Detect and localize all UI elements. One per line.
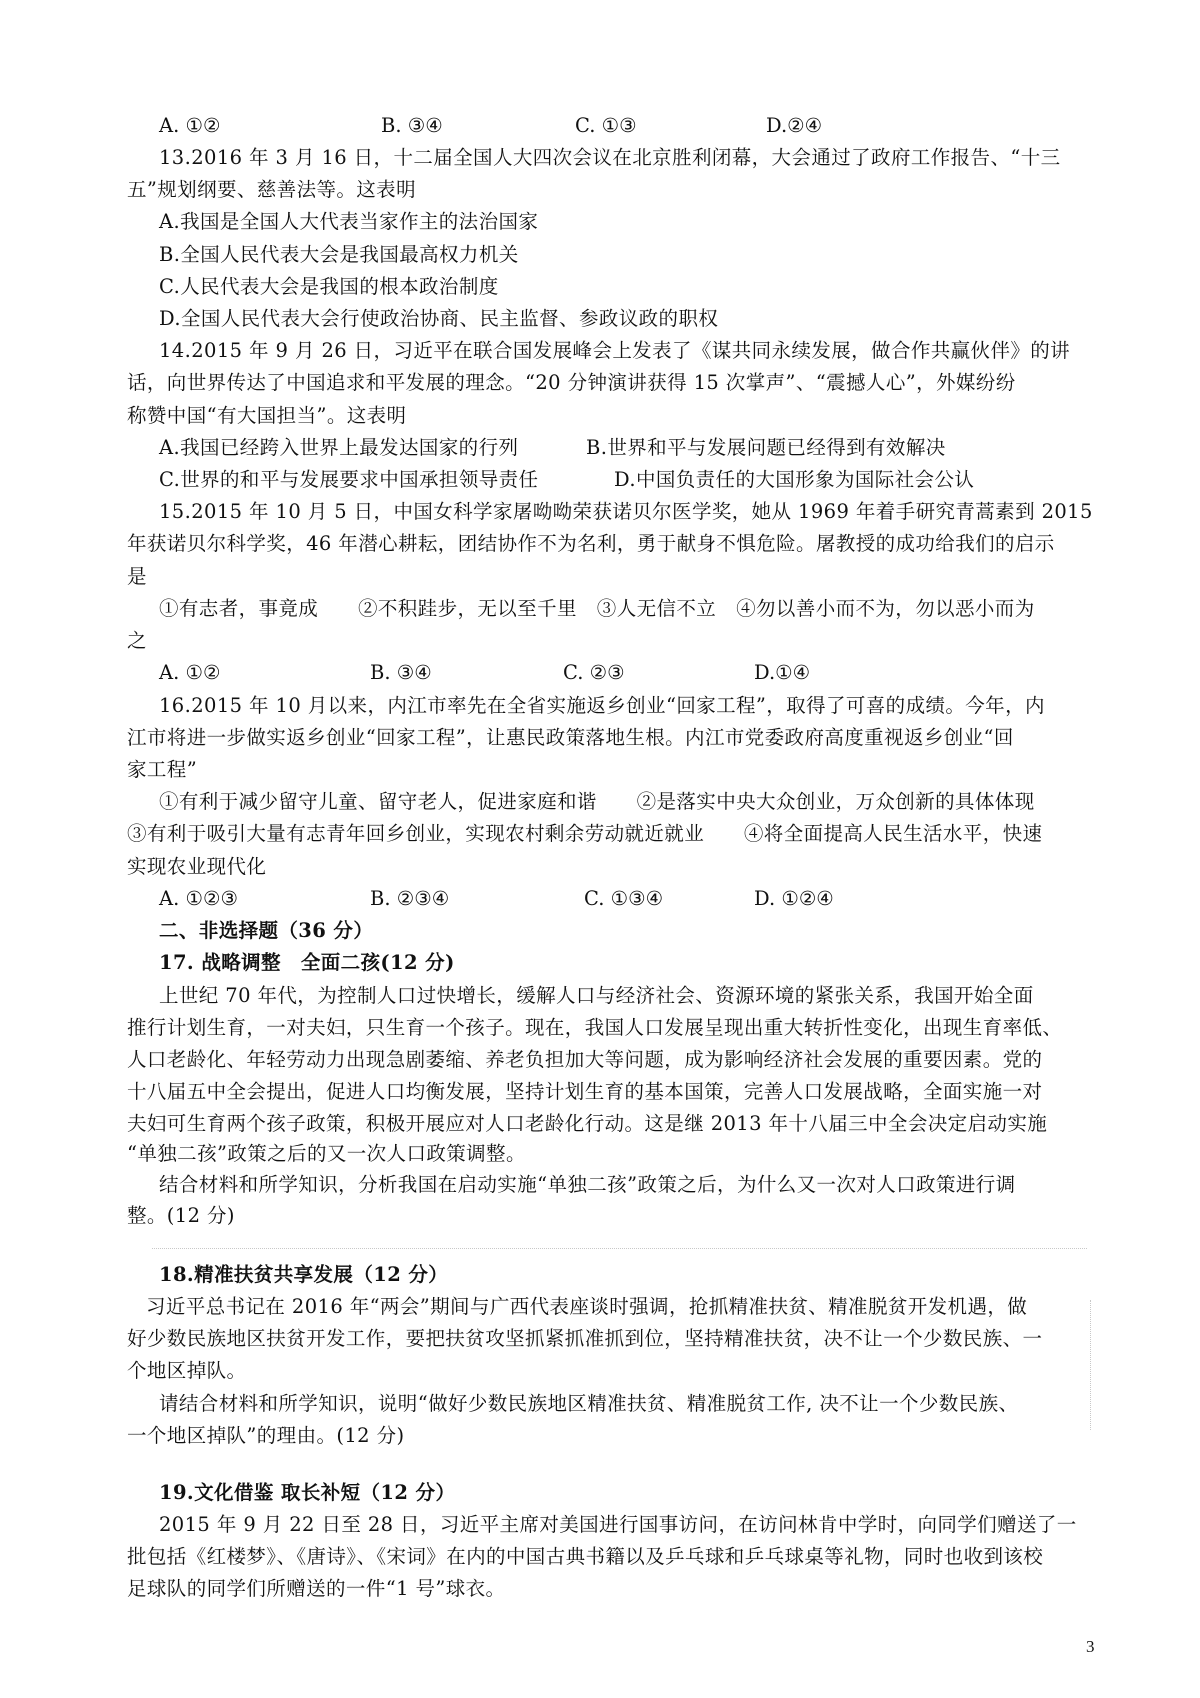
q13-option-b: B.全国人民代表大会是我国最高权力机关 xyxy=(159,243,519,266)
answer-space-divider xyxy=(1090,1300,1091,1430)
q16-stem-line: 江市将进一步做实返乡创业“回家工程”，让惠民政策落地生根。内江市党委政府高度重视返乡创业“回 xyxy=(127,726,1014,749)
page-number: 3 xyxy=(1086,1637,1095,1656)
q15-option-a: A. ①② xyxy=(159,661,221,684)
q15-stem-line: 15.2015 年 10 月 5 日，中国女科学家屠呦呦荣获诺贝尔医学奖，她从 1969 年着手研究青蒿素到 2015 xyxy=(159,500,1093,523)
q15-stem-line: 年获诺贝尔科学奖，46 年潜心耕耘，团结协作不为名利，勇于献身不惧危险。屠教授的成功给我们的启示 xyxy=(127,532,1055,555)
q17-material-line: 推行计划生育，一对夫妇，只生育一个孩子。现在，我国人口发展呈现出重大转折性变化，出现生育率低、 xyxy=(127,1016,1063,1039)
q18-question-line: 请结合材料和所学知识，说明“做好少数民族地区精准扶贫、精准脱贫工作, 决不让一个少数民族、 xyxy=(159,1392,1019,1415)
q16-option-a: A. ①②③ xyxy=(159,887,238,910)
q14-option-b: B.世界和平与发展问题已经得到有效解决 xyxy=(586,436,946,459)
q17-title: 17. 战略调整 全面二孩(12 分) xyxy=(159,951,455,974)
q16-option-b: B. ②③④ xyxy=(370,887,450,910)
q17-question-line: 结合材料和所学知识，分析我国在启动实施“单独二孩”政策之后，为什么又一次对人口政策进行调 xyxy=(159,1173,1016,1196)
q16-statements: ①有利于减少留守儿童、留守老人，促进家庭和谐 ②是落实中央大众创业，万众创新的具体体现 xyxy=(159,790,1035,813)
q17-material-line: 上世纪 70 年代，为控制人口过快增长，缓解人口与经济社会、资源环境的紧张关系，我国开始全面 xyxy=(159,984,1034,1007)
q15-option-b: B. ③④ xyxy=(370,661,432,684)
q18-material-line: 个地区掉队。 xyxy=(127,1359,247,1382)
q17-material-line: “单独二孩”政策之后的又一次人口政策调整。 xyxy=(127,1142,526,1165)
q18-material-line: 好少数民族地区扶贫开发工作，要把扶贫攻坚抓紧抓准抓到位，坚持精准扶贫，决不让一个少数民族、一 xyxy=(127,1327,1043,1350)
q13-stem-line: 五”规划纲要、慈善法等。这表明 xyxy=(127,178,416,201)
q14-option-c: C.世界的和平与发展要求中国承担领导责任 xyxy=(159,468,539,491)
section-title: 二、非选择题（36 分） xyxy=(159,919,374,942)
q18-title: 18.精准扶贫共享发展（12 分） xyxy=(159,1263,449,1286)
q19-title: 19.文化借鉴 取长补短（12 分） xyxy=(159,1481,456,1504)
q18-question-line: 一个地区掉队”的理由。(12 分) xyxy=(127,1424,405,1447)
q16-stem-line: 家工程” xyxy=(127,758,198,781)
q15-statements: 之 xyxy=(127,629,147,652)
q17-material-line: 人口老龄化、年轻劳动力出现急剧萎缩、养老负担加大等问题，成为影响经济社会发展的重要因素。党的 xyxy=(127,1048,1043,1071)
q14-stem-line: 话，向世界传达了中国追求和平发展的理念。“20 分钟演讲获得 15 次掌声”、“震撼人心”，外媒纷纷 xyxy=(127,371,1016,394)
q13-option-a: A.我国是全国人大代表当家作主的法治国家 xyxy=(159,210,539,233)
q14-stem-line: 14.2015 年 9 月 26 日，习近平在联合国发展峰会上发表了《谋共同永续发展，做合作共赢伙伴》的讲 xyxy=(159,339,1071,362)
q12-option-c: C. ①③ xyxy=(575,114,637,137)
q13-option-c: C.人民代表大会是我国的根本政治制度 xyxy=(159,275,499,298)
q14-option-a: A.我国已经跨入世界上最发达国家的行列 xyxy=(159,436,519,459)
q15-stem-line: 是 xyxy=(127,565,147,588)
q17-material-line: 十八届五中全会提出，促进人口均衡发展，坚持计划生育的基本国策，完善人口发展战略，全面实施一对 xyxy=(127,1080,1043,1103)
q16-option-d: D. ①②④ xyxy=(754,887,834,910)
q19-material-line: 2015 年 9 月 22 日至 28 日，习近平主席对美国进行国事访问，在访问林肯中学时，向同学们赠送了一 xyxy=(159,1513,1077,1536)
q13-option-d: D.全国人民代表大会行使政治协商、民主监督、参政议政的职权 xyxy=(159,307,719,330)
q12-option-d: D.②④ xyxy=(766,114,823,137)
q16-stem-line: 16.2015 年 10 月以来，内江市率先在全省实施返乡创业“回家工程”，取得了可喜的成绩。今年，内 xyxy=(159,694,1045,717)
q18-material-line: 习近平总书记在 2016 年“两会”期间与广西代表座谈时强调，抢抓精准扶贫、精准脱贫开发机遇，做 xyxy=(146,1295,1028,1318)
q13-stem-line: 13.2016 年 3 月 16 日，十二届全国人大四次会议在北京胜利闭幕，大会通过了政府工作报告、“十三 xyxy=(159,146,1061,169)
q19-material-line: 足球队的同学们所赠送的一件“1 号”球衣。 xyxy=(127,1577,506,1600)
q15-option-d: D.①④ xyxy=(754,661,811,684)
q14-stem-line: 称赞中国“有大国担当”。这表明 xyxy=(127,404,407,427)
q16-statements: 实现农业现代化 xyxy=(127,855,267,878)
q16-statements: ③有利于吸引大量有志青年回乡创业，实现农村剩余劳动就近就业 ④将全面提高人民生活水平，快速 xyxy=(127,822,1043,845)
answer-space-divider xyxy=(152,1248,1087,1249)
q12-option-a: A. ①② xyxy=(159,114,221,137)
q15-statements: ①有志者，事竟成 ②不积跬步，无以至千里 ③人无信不立 ④勿以善小而不为，勿以恶小而为 xyxy=(159,597,1035,620)
q17-material-line: 夫妇可生育两个孩子政策，积极开展应对人口老龄化行动。这是继 2013 年十八届三中全会决定启动实施 xyxy=(127,1112,1048,1135)
q16-option-c: C. ①③④ xyxy=(584,887,664,910)
q12-option-b: B. ③④ xyxy=(381,114,443,137)
q15-option-c: C. ②③ xyxy=(563,661,625,684)
q19-material-line: 批包括《红楼梦》、《唐诗》、《宋词》在内的中国古典书籍以及乒乓球和乒乓球桌等礼物，同时也收到该校 xyxy=(127,1545,1044,1568)
q14-option-d: D.中国负责任的大国形象为国际社会公认 xyxy=(614,468,975,491)
q17-question-line: 整。(12 分) xyxy=(127,1204,235,1227)
